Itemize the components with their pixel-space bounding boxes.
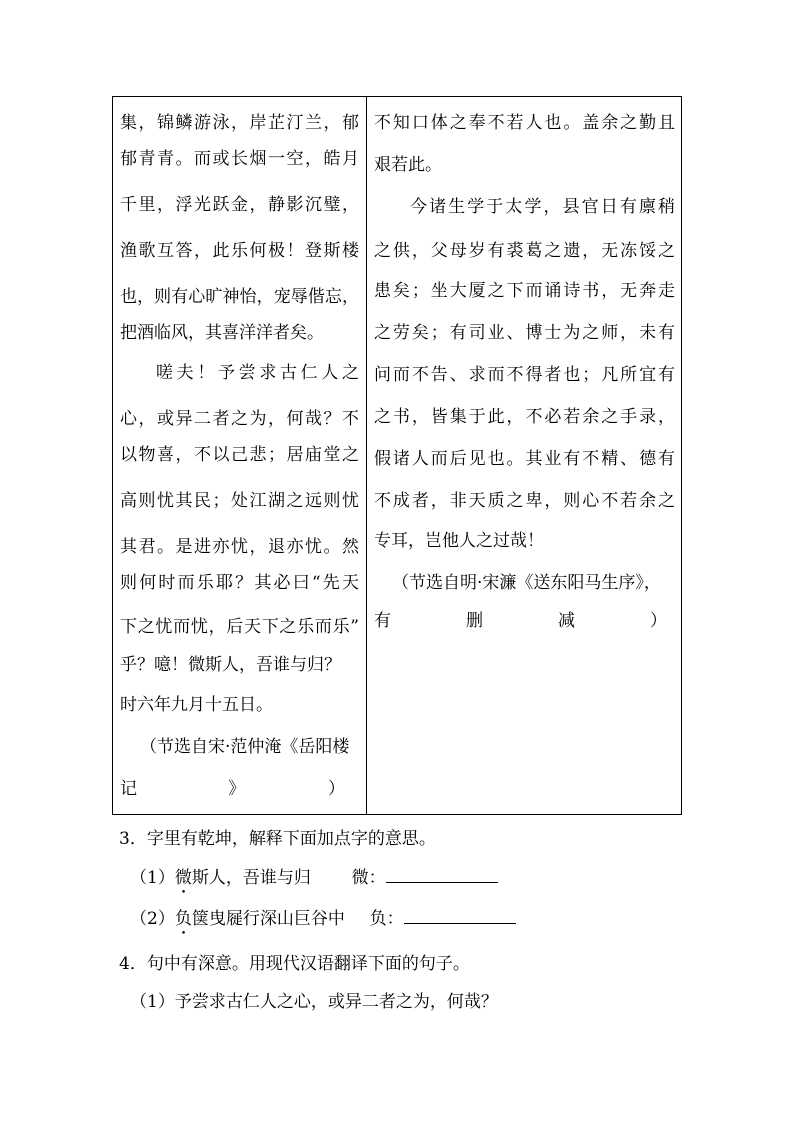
question-4-title: 4．句中有深意。用现代汉语翻译下面的句子。 bbox=[119, 954, 470, 974]
left-source-line: （节选自宋·范仲淹《岳阳楼 bbox=[140, 737, 350, 757]
left-line: 也，则有心旷神怡，宠辱偕忘， bbox=[120, 287, 359, 307]
passage-table bbox=[112, 96, 682, 815]
left-line: 渔歌互答，此乐何极！登斯楼 bbox=[120, 241, 359, 261]
right-line: 之劳矣；有司业、博士为之师，未有 bbox=[374, 323, 675, 343]
left-line: 郁青青。而或长烟一空，皓月 bbox=[120, 149, 359, 169]
question-3-1 bbox=[130, 866, 498, 898]
left-line: 时六年九月十五日。 bbox=[120, 695, 273, 715]
q3-2-number: （2） bbox=[130, 909, 175, 929]
left-line: 千里，浮光跃金，静影沉璧， bbox=[120, 195, 359, 215]
right-line: 之书，皆集于此，不必若余之手录， bbox=[374, 407, 675, 427]
question-3-2 bbox=[130, 907, 516, 939]
right-line: 之供，父母岁有裘葛之遗，无冻馁之 bbox=[374, 241, 675, 261]
q3-1-answer-label: 微： bbox=[351, 868, 386, 888]
right-line: 患矣；坐大厦之下而诵诗书，无奔走 bbox=[374, 281, 675, 301]
q3-1-answer-blank[interactable] bbox=[386, 866, 498, 883]
q3-2-answer-label: 负： bbox=[369, 909, 404, 929]
q3-2-answer-blank[interactable] bbox=[404, 907, 516, 924]
right-line: 艰若此。 bbox=[374, 155, 442, 175]
right-line: 今诸生学于太学，县官日有廪稍 bbox=[410, 197, 675, 217]
right-line: 假诸人而后见也。其业有不精、德有 bbox=[374, 449, 675, 469]
q3-2-phrase: 箧曳屣行深山巨谷中 bbox=[191, 909, 345, 929]
right-line: 专耳，岂他人之过哉！ bbox=[374, 531, 544, 551]
left-line: 则何时而乐耶？其必曰“先天 bbox=[120, 573, 359, 593]
column-divider bbox=[366, 97, 367, 814]
left-line: 把酒临风，其喜洋洋者矣。 bbox=[120, 323, 324, 343]
q3-2-dotted-char: 负 bbox=[174, 909, 192, 929]
right-source-line: （节选自明·宋濂《送东阳马生序》， bbox=[392, 573, 661, 593]
right-line: 问而不告、求而不得者也；凡所宜有 bbox=[374, 365, 675, 385]
right-line: 不知口体之奉不若人也。盖余之勤且 bbox=[374, 113, 675, 133]
left-line: 下之忧而忧，后天下之乐而乐” bbox=[120, 617, 359, 637]
left-line: 乎？噫！微斯人，吾谁与归？ bbox=[120, 655, 341, 675]
left-line: 嗟夫！予尝求古仁人之 bbox=[156, 363, 359, 383]
left-line: 以物喜，不以己悲；居庙堂之 bbox=[120, 445, 359, 465]
right-line: 不成者，非天质之卑，则心不若余之 bbox=[374, 491, 675, 511]
left-line: 心，或异二者之为，何哉？不 bbox=[120, 409, 359, 429]
question-4-1: （1）予尝求古仁人之心，或异二者之为，何哉？ bbox=[130, 992, 498, 1012]
q3-1-dotted-char: 微 bbox=[174, 868, 192, 888]
q3-1-number: （1） bbox=[130, 868, 175, 888]
right-source-end: 有删减） bbox=[374, 611, 667, 631]
left-line: 集，锦鳞游泳，岸芷汀兰，郁 bbox=[120, 113, 359, 133]
left-line: 高则忧其民；处江湖之远则忧 bbox=[120, 491, 359, 511]
left-line: 其君。是进亦忧，退亦忧。然 bbox=[120, 537, 359, 557]
left-source-end: 记》） bbox=[120, 779, 345, 799]
q3-1-phrase: 斯人，吾谁与归 bbox=[191, 868, 311, 888]
question-3-title: 3．字里有乾坤，解释下面加点字的意思。 bbox=[119, 829, 436, 849]
